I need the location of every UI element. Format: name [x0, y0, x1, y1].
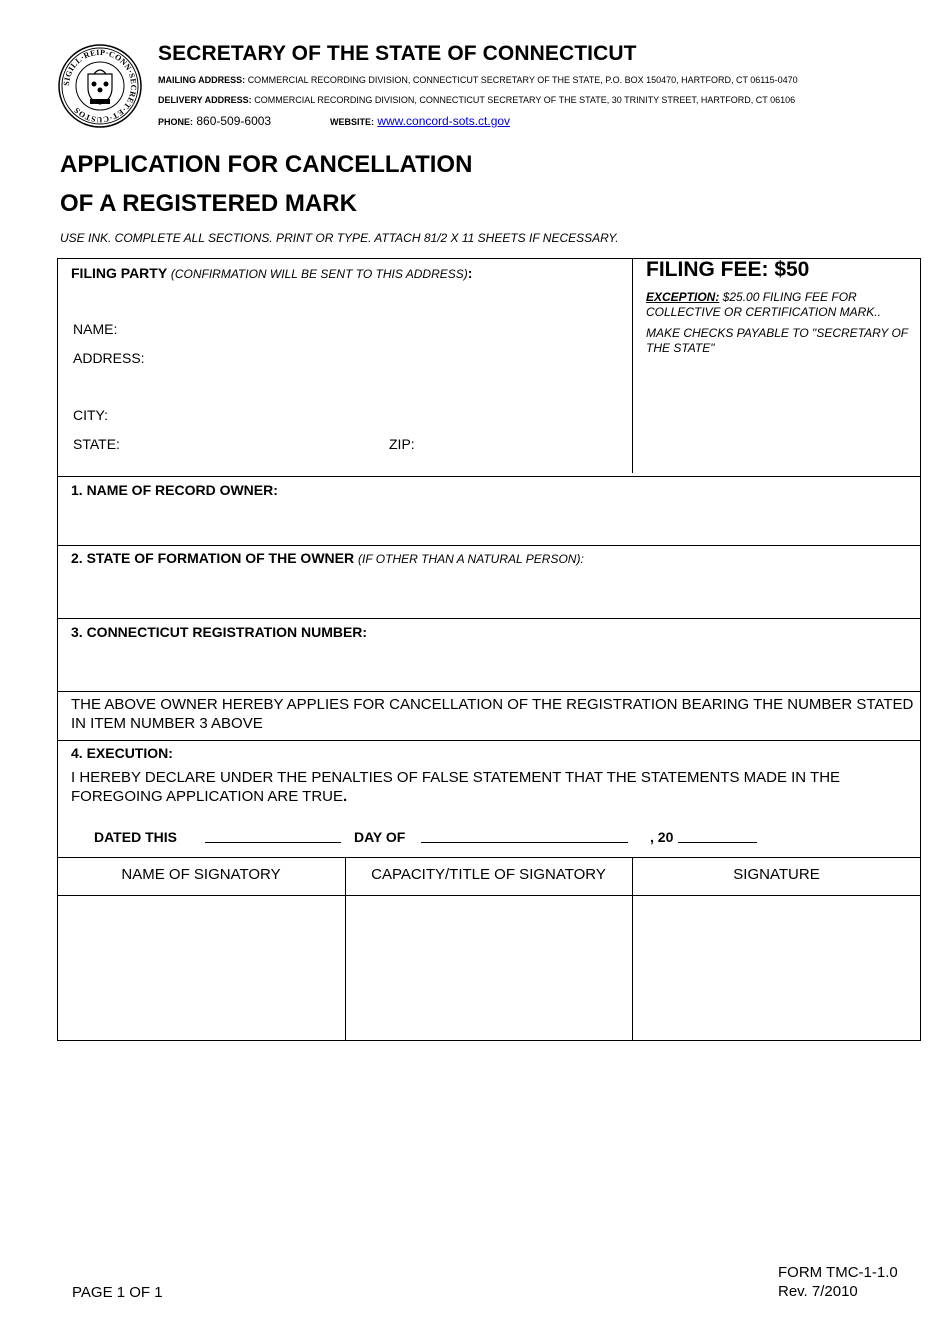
delivery-address: [158, 95, 795, 105]
city-label: CITY:: [73, 407, 109, 423]
state-seal-logo: [58, 44, 142, 128]
dated-day-line[interactable]: [205, 842, 341, 843]
zip-label: ZIP:: [389, 436, 415, 452]
website-label: WEBSITE:: [330, 117, 374, 127]
divider: [57, 545, 921, 546]
form-number: FORM TMC-1-1.0: [778, 1264, 898, 1281]
exception-label: EXCEPTION:: [646, 290, 720, 304]
form-title-line2: OF A REGISTERED MARK: [60, 190, 357, 217]
section-4-execution: 4. EXECUTION:: [71, 745, 173, 761]
section-1-record-owner: 1. NAME OF RECORD OWNER:: [71, 482, 278, 498]
mailing-address-label: MAILING ADDRESS:: [158, 75, 246, 85]
cancellation-statement: THE ABOVE OWNER HEREBY APPLIES FOR CANCELLATION OF THE REGISTRATION BEARING THE NUMBER STATED IN ITEM NUMBER 3 ABOVE: [71, 696, 914, 732]
website-link[interactable]: www.concord-sots.ct.gov: [377, 114, 511, 128]
dated-month-line[interactable]: [421, 842, 628, 843]
phone-label: PHONE:: [158, 117, 194, 127]
svg-text:SIGILL·REIP·CONN·SECRET·ET·CUS: SIGILL·REIP·CONN·SECRET·ET·CUSTOS: [61, 47, 139, 125]
fee-divider: [632, 258, 633, 473]
divider: [57, 618, 921, 619]
filing-party-heading: FILING PARTY (CONFIRMATION WILL BE SENT TO THIS ADDRESS):: [71, 265, 473, 281]
divider: [57, 740, 921, 741]
dated-year-line[interactable]: [678, 842, 757, 843]
filing-party-note: (CONFIRMATION WILL BE SENT TO THIS ADDRESS): [170, 267, 468, 281]
delivery-address-value: COMMERCIAL RECORDING DIVISION, CONNECTICUT SECRETARY OF THE STATE, 30 TRINITY STREET, HARTFORD, CT 06106: [254, 95, 796, 105]
table-divider: [345, 857, 346, 1041]
column-capacity-title: CAPACITY/TITLE OF SIGNATORY: [371, 866, 606, 883]
state-label: STATE:: [73, 436, 120, 452]
section-2-state-of-formation: 2. STATE OF FORMATION OF THE OWNER (IF OTHER THAN A NATURAL PERSON):: [71, 550, 584, 566]
exception-text: $25.00 FILING FEE FOR COLLECTIVE OR CERTIFICATION MARK..: [646, 290, 881, 319]
section-3-registration-number: 3. CONNECTICUT REGISTRATION NUMBER:: [71, 624, 368, 640]
table-divider: [632, 857, 633, 1041]
day-of-label: DAY OF: [354, 829, 406, 845]
divider: [57, 857, 921, 858]
mailing-address-value: COMMERCIAL RECORDING DIVISION, CONNECTICUT SECRETARY OF THE STATE, P.O. BOX 150470, HARTFORD, CT 06115-0470: [247, 75, 798, 85]
phone-value: 860-509-6003: [196, 114, 272, 128]
name-label: NAME:: [73, 321, 118, 337]
fee-exception: [646, 290, 914, 320]
phone: [158, 114, 271, 128]
column-signature: SIGNATURE: [733, 866, 820, 883]
divider: [57, 895, 921, 896]
website: [330, 114, 510, 128]
delivery-address-label: DELIVERY ADDRESS:: [158, 95, 252, 105]
address-label: ADDRESS:: [73, 350, 145, 366]
section-2-note: (IF OTHER THAN A NATURAL PERSON):: [358, 552, 584, 566]
year-prefix-label: , 20: [650, 829, 674, 845]
declaration-text: I HEREBY DECLARE UNDER THE PENALTIES OF FALSE STATEMENT THAT THE STATEMENTS MADE IN THE FOREGOING APPLICATION ARE TRUE.: [71, 769, 841, 805]
dated-this-label: DATED THIS: [94, 829, 177, 845]
divider: [57, 476, 921, 477]
column-name-of-signatory: NAME OF SIGNATORY: [121, 866, 281, 883]
form-title-line1: APPLICATION FOR CANCELLATION: [60, 151, 473, 178]
filing-fee-title: FILING FEE: $50: [646, 258, 810, 281]
instructions: USE INK. COMPLETE ALL SECTIONS. PRINT OR TYPE. ATTACH 81/2 X 11 SHEETS IF NECESSARY.: [60, 231, 619, 245]
agency-title: SECRETARY OF THE STATE OF CONNECTICUT: [158, 42, 637, 65]
divider: [57, 691, 921, 692]
form-revision: Rev. 7/2010: [778, 1283, 858, 1300]
checks-payable-note: MAKE CHECKS PAYABLE TO "SECRETARY OF THE STATE": [646, 326, 908, 355]
mailing-address: [158, 75, 798, 85]
page-number: PAGE 1 OF 1: [72, 1284, 163, 1301]
form-frame: [57, 258, 921, 1041]
